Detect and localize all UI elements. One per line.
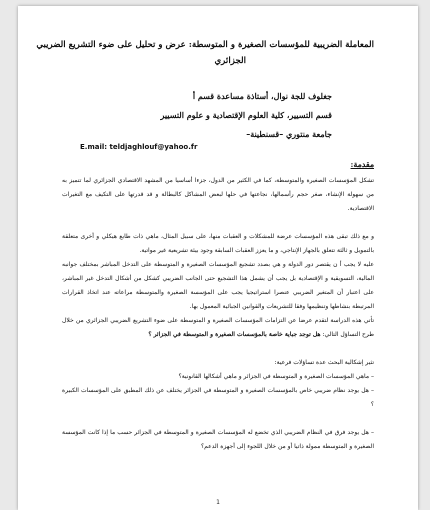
- paragraph-4-text: تأتي هذه الدراسة لتقدم عرضا عن التزامات المؤسسات الصغيرة و المتوسطة على ضوء التشريع الضريبي الجزائري من خلال طرح التساؤل التالي:: [62, 317, 374, 338]
- question-1: – ماهي المؤسسات الصغيرة و المتوسطة في الجزائر و ماهي أشكالها القانونية؟: [178, 373, 374, 380]
- title-line-1: المعاملة الضريبية للمؤسسات الصغيرة و المتوسطة: عرض و تحليل على ضوء التشريع الضريبي: [36, 40, 374, 50]
- paragraph-3: عليه لا يجب أ ن يقتصر دور الدولة و هي بصدد تشجيع المؤسسات الصغيرة و المتوسطة على التدخل المباشر بمختلف جوانبه المالية، التسويقية و الإقتصادية بل يجب أن يشمل هذا التشجيع حتى الجانب الضريبي كشكل من أشكال التدخل غير المباشر، على اعتبار أن المتغير الضريبي عنصرا استراتيجيا يجب على المؤسسة الصغيرة والمتوسطة مراعاته عند اتخاذ القرارات المرتبطة بنشاطها وتنظيمها وفقا للتشريعات والقوانين الجبائية المعمول بها.: [62, 261, 374, 310]
- main-question: هل توجد جباية خاصة بالمؤسسات الصغيرة و المتوسطة في الجزائر ؟: [148, 331, 321, 338]
- document-page: [18, 6, 418, 510]
- author-department: قسم التسيير، كلية العلوم الإقتصادية و علوم التسيير: [160, 110, 332, 120]
- author-name: جغلوف للجة نوال، أستاذة مساعدة قسم أ: [192, 91, 332, 101]
- sub-questions-intro: تثير إشكالية البحث عدة تساؤلات فرعية:: [274, 359, 374, 366]
- question-2: – هل يوجد نظام ضريبي خاص بالمؤسسات الصغيرة و المتوسطة في الجزائر يختلف عن ذلك المطبق على المؤسسات الكبيرة ؟: [62, 387, 374, 408]
- author-email: E.mail: teldjaghlouf@yahoo.fr: [80, 143, 198, 151]
- author-university: جامعة منتوري –قسنطينة–: [246, 129, 332, 139]
- question-3: – هل يوجد فرق في النظام الضريبي الذي تخضع له المؤسسات الصغيرة و المتوسطة في الجزائر حسب ما إذا كانت المؤسسة الصغيرة و المتوسطة ممولة ذاتيا أو من خلال اللجوء إلى أجهزة الدعم؟: [62, 429, 374, 450]
- title-line-2: الجزائري: [214, 56, 246, 66]
- paragraph-2: و مع ذلك تبقى هذه المؤسسات عرضة للمشكلات و العقبات منها، على سبيل المثال، ماهي ذات طابع هيكلي و أخرى متعلقة بالتمويل و ثالثة تتعلق بالجهاز الإنتاجي، و ما يعزز العقبات السابقة وجود بيئة تشريعية غير مواتية.: [62, 233, 374, 254]
- section-heading: مقدمة:: [350, 160, 374, 169]
- paragraph-1: تشكل المؤسسات الصغيرة والمتوسطة، كما في الكثير من الدول، جزءا أساسيا من المشهد الاقتصادي الجزائري لما تتميز به من سهولة الإنشاء، صغر حجم رأسمالها، نجاعتها في حلها لبعض المشاكل كالبطالة و قد قدرتها على التكيف مع التغيرات الاقتصادية.: [62, 177, 374, 212]
- page-number: 1: [216, 499, 220, 506]
- paragraph-4: [62, 314, 374, 342]
